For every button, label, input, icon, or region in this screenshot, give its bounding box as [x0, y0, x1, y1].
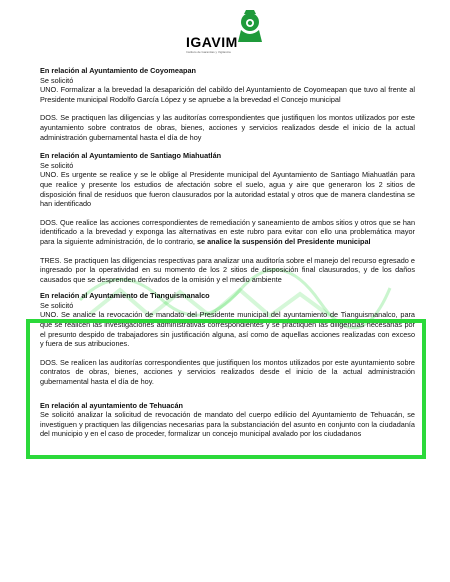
miahuatlan-dos: [40, 218, 415, 247]
tehuacan-body: Se solicitó analizar la solicitud de revocación de mandato del cuerpo edilicio del Ayuntamiento de Tehuacán, se investiguen y practiquen las diligencias necesarias para la substanciación del asunto en conjunto con la ciudadanía del municipio y en el caso de proceder, formalizar un concejo municipal avalado por los ciudadanos: [40, 410, 415, 439]
miahuatlan-dos-bold: se analice la suspensión del Presidente municipal: [196, 236, 371, 246]
logo-subtitle: Instituto de Garantías y Vigilancia: [186, 50, 231, 54]
section-title-tianguismanalco: En relación al Ayuntamiento de Tianguismanalco: [40, 291, 210, 301]
tianguismanalco-uno: UNO. Se analice la revocación de mandato del Presidente municipal del ayuntamiento de Tianguismanalco, para que se realicen las investigaciones administrativas correspondientes y se practiquen las diligencias necesarias por el presunto despido de trabajadores sin justificación alguna, así como de aquellas acciones realizadas con exceso y fuera de sus atribuciones.: [40, 310, 415, 349]
section-title-tehuacan: En relación al ayuntamiento de Tehuacán: [40, 400, 184, 410]
coyomeapan-dos: DOS. Se practiquen las diligencias y las auditorías correspondientes que justifiquen los montos utilizados por este ayuntamiento sobre contratos de obras, bienes, acciones y servicios realizados desde el inicio de la actual administración gubernamental hasta el día de hoy: [40, 113, 415, 142]
miahuatlan-tres: TRES. Se practiquen las diligencias respectivas para analizar una auditoría sobre el manejo del recurso egresado e ingresado por la operatividad en su momento de los 2 sitios de disposición final clausurados, y de los daños causados que se desprenden derivados de la omisión y el medio ambiente: [40, 255, 415, 284]
se-solicito-label: Se solicitó: [40, 75, 74, 85]
miahuatlan-uno: UNO. Es urgente se realice y se le oblige al Presidente municipal del Ayuntamiento de Santiago Miahuatlán para que realice y presente los estudios de afectación sobre el suelo, agua y aire que generaron los 2 sitios de disposición final de residuos que fueron clausurados por la autoridad estatal y otros que de manera clandestina se han identificado: [40, 170, 415, 209]
logo-text: IGAVIM: [186, 34, 238, 50]
miahuatlan-dos-text: DOS. Que realice las acciones correspondientes de remediación y saneamiento de ambos sitios y otros que se han identificado a la brevedad y exponga las alternativas en este rubro para evitar con ello una problemática mayor para la siguiente administración, de lo contrario,: [40, 217, 415, 246]
section-title-miahuatlan: En relación al Ayuntamiento de Santiago Miahuatlán: [40, 151, 222, 161]
highlight-box: [26, 319, 426, 459]
section-title-coyomeapan: En relación al Ayuntamiento de Coyomeapan: [40, 66, 196, 75]
se-solicito-label: Se solicitó: [40, 300, 74, 310]
se-solicito-label: Se solicitó: [40, 160, 74, 170]
coyomeapan-uno: UNO. Formalizar a la brevedad la desaparición del cabildo del Ayuntamiento de Coyomeapan que tuvo al frente al Presidente municipal Rodolfo García López y se apruebe a la brevedad el Concejo municipal: [40, 85, 415, 104]
tianguismanalco-dos: DOS. Se realicen las auditorías correspondientes que justifiquen los montos utilizados por este ayuntamiento sobre contratos de obras, bienes, acciones y servicios realizados desde el inicio de la actual administración gubernamental hasta el día de hoy.: [40, 357, 415, 387]
